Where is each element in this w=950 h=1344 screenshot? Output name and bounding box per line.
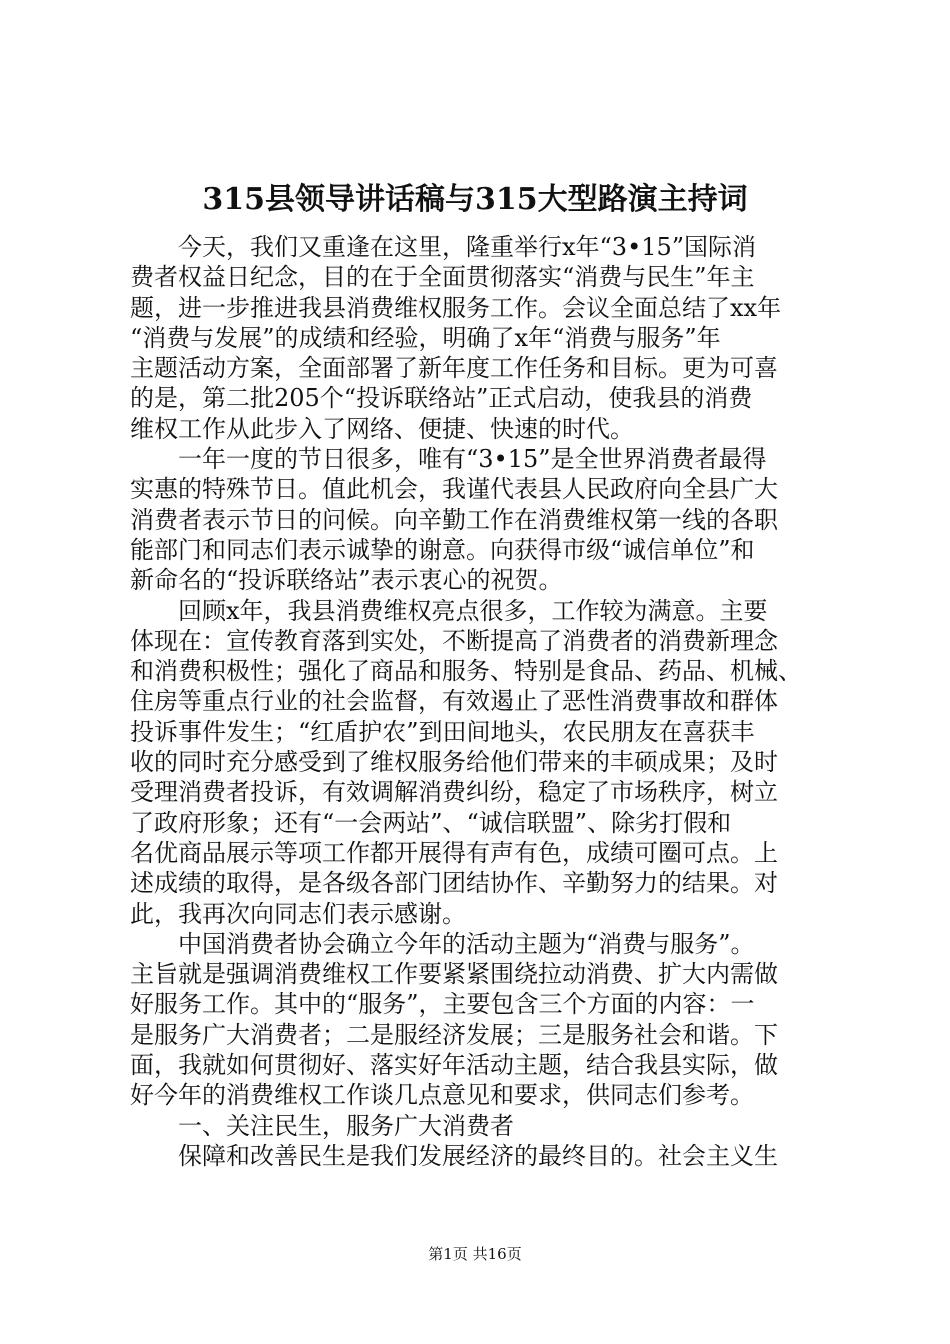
body-line: 消费者表示节日的问候。向辛勤工作在消费维权第一线的各职 [130,505,778,534]
body-line: 收的同时充分感受到了维权服务给他们带来的丰硕成果；及时 [130,748,778,777]
body-line: 主题活动方案，全面部署了新年度工作任务和目标。更为可喜 [130,354,778,383]
body-line: 题，进一步推进我县消费维权服务工作。会议全面总结了xx年 [130,293,782,322]
body-line: 投诉事件发生；“红盾护农”到田间地头，农民朋友在喜获丰 [130,717,755,746]
body-line: 一年一度的节日很多，唯有“3•15”是全世界消费者最得 [130,445,767,474]
page-number-footer: 第1页 共16页 [428,1245,522,1263]
body-line: 面，我就如何贯彻好、落实好年活动主题，结合我县实际，做 [130,1051,778,1080]
body-line: 体现在：宣传教育落到实处，不断提高了消费者的消费新理念 [130,626,778,655]
body-line: 实惠的特殊节日。值此机会，我谨代表县人民政府向全县广大 [130,475,778,504]
document-title: 315县领导讲话稿与315大型路演主持词 [202,182,748,217]
body-line: 新命名的“投诉联络站”表示衷心的祝贺。 [130,566,563,595]
body-line: 费者权益日纪念，目的在于全面贯彻落实“消费与民生”年主 [130,263,755,292]
body-line: 好服务工作。其中的“服务”，主要包含三个方面的内容：一 [130,990,755,1019]
body-line: 述成绩的取得，是各级各部门团结协作、辛勤努力的结果。对 [130,869,778,898]
body-line: 保障和改善民生是我们发展经济的最终目的。社会主义生 [130,1141,778,1170]
body-line: 住房等重点行业的社会监督，有效遏止了恶性消费事故和群体 [130,687,778,716]
document-body [130,232,840,1171]
body-line: 和消费积极性；强化了商品和服务、特别是食品、药品、机械、 [130,657,802,686]
body-line: 好今年的消费维权工作谈几点意见和要求，供同志们参考。 [130,1081,754,1110]
body-line: 维权工作从此步入了网络、便捷、快速的时代。 [130,414,634,443]
body-line: 回顾x年，我县消费维权亮点很多，工作较为满意。主要 [130,596,768,625]
body-line: 此，我再次向同志们表示感谢。 [130,899,466,928]
section-heading: 一、关注民生，服务广大消费者 [130,1111,514,1140]
body-line: 能部门和同志们表示诚挚的谢意。向获得市级“诚信单位”和 [130,535,755,564]
body-line: 中国消费者协会确立今年的活动主题为“消费与服务”。 [130,929,755,958]
body-line: 了政府形象；还有“一会两站”、“诚信联盟”、除劣打假和 [130,808,732,837]
body-line: 今天，我们又重逢在这里，隆重举行x年“3•15”国际消 [130,233,757,261]
body-line: 主旨就是强调消费维权工作要紧紧围绕拉动消费、扩大内需做 [130,960,778,989]
body-line: 名优商品展示等项工作都开展得有声有色，成绩可圈可点。上 [130,838,778,867]
body-line: 的是，第二批205个“投诉联络站”正式启动，使我县的消费 [130,384,753,413]
body-line: 是服务广大消费者；二是服经济发展；三是服务社会和谐。下 [130,1020,778,1049]
body-line: “消费与发展”的成绩和经验，明确了x年“消费与服务”年 [130,323,721,352]
body-line: 受理消费者投诉，有效调解消费纠纷，稳定了市场秩序，树立 [130,778,778,807]
